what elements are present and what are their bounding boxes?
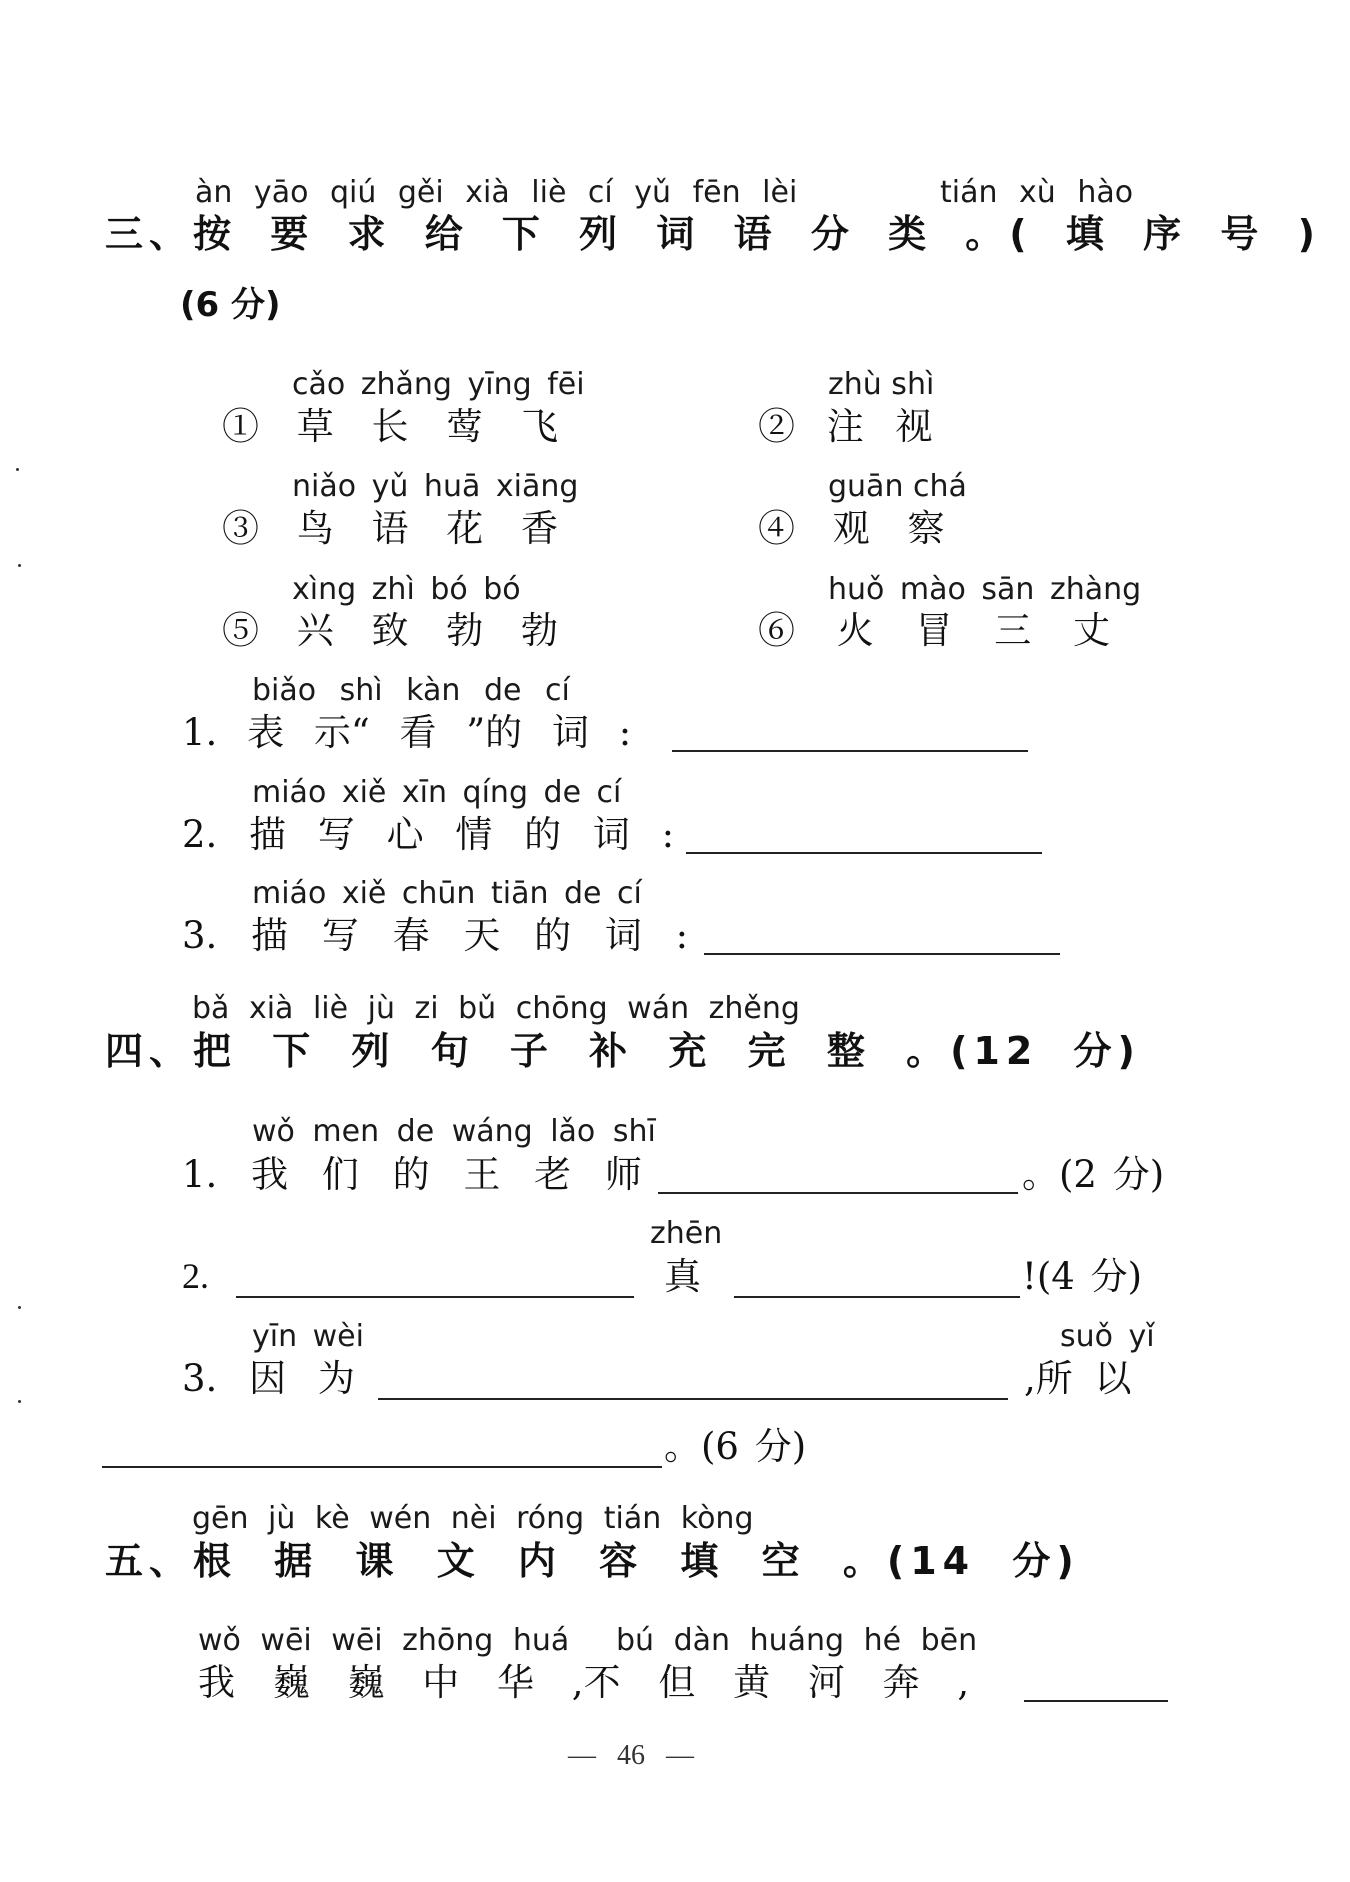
s4-q1: 1. 我 们 的 王 老 师 (182, 1153, 642, 1196)
s3-item6-pinyin: huǒ mào sān zhàng (828, 572, 1142, 607)
s4-q2-number: 2. (182, 1256, 209, 1296)
s4-q3-pinyin-a: yīn wèi (252, 1319, 364, 1354)
s4-q3-answer-line-1[interactable] (378, 1398, 1008, 1400)
s5-line-pinyin-a: wǒ wēi wēi zhōng huá (198, 1623, 570, 1658)
s4-q3-mid: ,所 以 (1024, 1357, 1132, 1400)
s3-q3: 3. 描 写 春 天 的 词 : (182, 914, 689, 957)
s4-q1-tail: 。(2 分) (1022, 1153, 1165, 1196)
scan-dot (18, 564, 21, 567)
scan-dot (16, 468, 19, 471)
s3-item4: ④ 观 察 (758, 507, 945, 550)
s4-q3-tail: 。(6 分) (664, 1425, 807, 1468)
s3-q2: 2. 描 写 心 情 的 词 : (182, 813, 675, 856)
s4-q3-answer-line-2[interactable] (102, 1466, 662, 1468)
s5-title: 五、根 据 课 文 内 容 填 空 。(14 分) (105, 1539, 1080, 1583)
s3-q1: 1. 表 示“ 看 ”的 词 : (182, 711, 632, 754)
page-number: — 46 — (568, 1740, 694, 1771)
s4-pinyin: bǎ xià liè jù zi bǔ chōng wán zhěng (192, 991, 800, 1026)
s3-item3-pinyin: niǎo yǔ huā xiāng (292, 469, 579, 504)
s3-item3: ③ 鸟 语 花 香 (222, 507, 559, 550)
s3-q3-answer-line[interactable] (704, 953, 1060, 955)
s4-q1-pinyin: wǒ men de wáng lǎo shī (252, 1114, 656, 1149)
s5-line-pinyin-b: bú dàn huáng hé bēn (616, 1623, 978, 1658)
s3-item2-pinyin: zhù shì (828, 367, 935, 402)
s3-item5-pinyin: xìng zhì bó bó (292, 572, 521, 607)
s4-q2-tail: !(4 分) (1022, 1255, 1143, 1298)
s3-item5: ⑤ 兴 致 勃 勃 (222, 609, 559, 652)
s3-q1-answer-line[interactable] (672, 750, 1028, 752)
s3-q3-pinyin: miáo xiě chūn tiān de cí (252, 876, 642, 911)
s4-q2-pinyin: zhēn (650, 1216, 723, 1251)
s5-answer-line[interactable] (1024, 1700, 1168, 1702)
scan-dot (18, 1306, 21, 1309)
s4-q3-pinyin-b: suǒ yǐ (1060, 1319, 1155, 1354)
s4-q2-answer-line-2[interactable] (734, 1296, 1020, 1298)
s3-item4-pinyin: guān chá (828, 469, 967, 504)
s3-item2: ② 注 视 (758, 405, 933, 448)
s5-pinyin: gēn jù kè wén nèi róng tián kòng (192, 1501, 754, 1536)
s3-item1: ① 草 长 莺 飞 (222, 405, 559, 448)
s3-item6: ⑥ 火 冒 三 丈 (758, 609, 1111, 652)
s4-q3: 3. 因 为 (182, 1357, 355, 1400)
s3-pinyin: àn yāo qiú gěi xià liè cí yǔ fēn lèi (195, 175, 798, 210)
s3-q1-pinyin: biǎo shì kàn de cí (252, 673, 570, 708)
s3-title: 三、按 要 求 给 下 列 词 语 分 类 。( 填 序 号 ) (105, 212, 1321, 256)
s3-score: (6 分) (180, 285, 281, 325)
s4-q1-answer-line[interactable] (658, 1192, 1018, 1194)
s3-item1-pinyin: cǎo zhǎng yīng fēi (292, 367, 585, 402)
s3-q2-answer-line[interactable] (686, 852, 1042, 854)
s4-title: 四、把 下 列 句 子 补 充 完 整 。(12 分) (105, 1029, 1141, 1073)
scan-dot (18, 1400, 21, 1403)
s3-pinyin-b: tián xù hào (940, 175, 1134, 210)
s3-q2-pinyin: miáo xiě xīn qíng de cí (252, 775, 622, 810)
s4-q2-mid: 真 (664, 1255, 701, 1298)
s4-q2-answer-line-1[interactable] (236, 1296, 634, 1298)
s5-line: 我 巍 巍 中 华 ,不 但 黄 河 奔 , (198, 1661, 970, 1704)
